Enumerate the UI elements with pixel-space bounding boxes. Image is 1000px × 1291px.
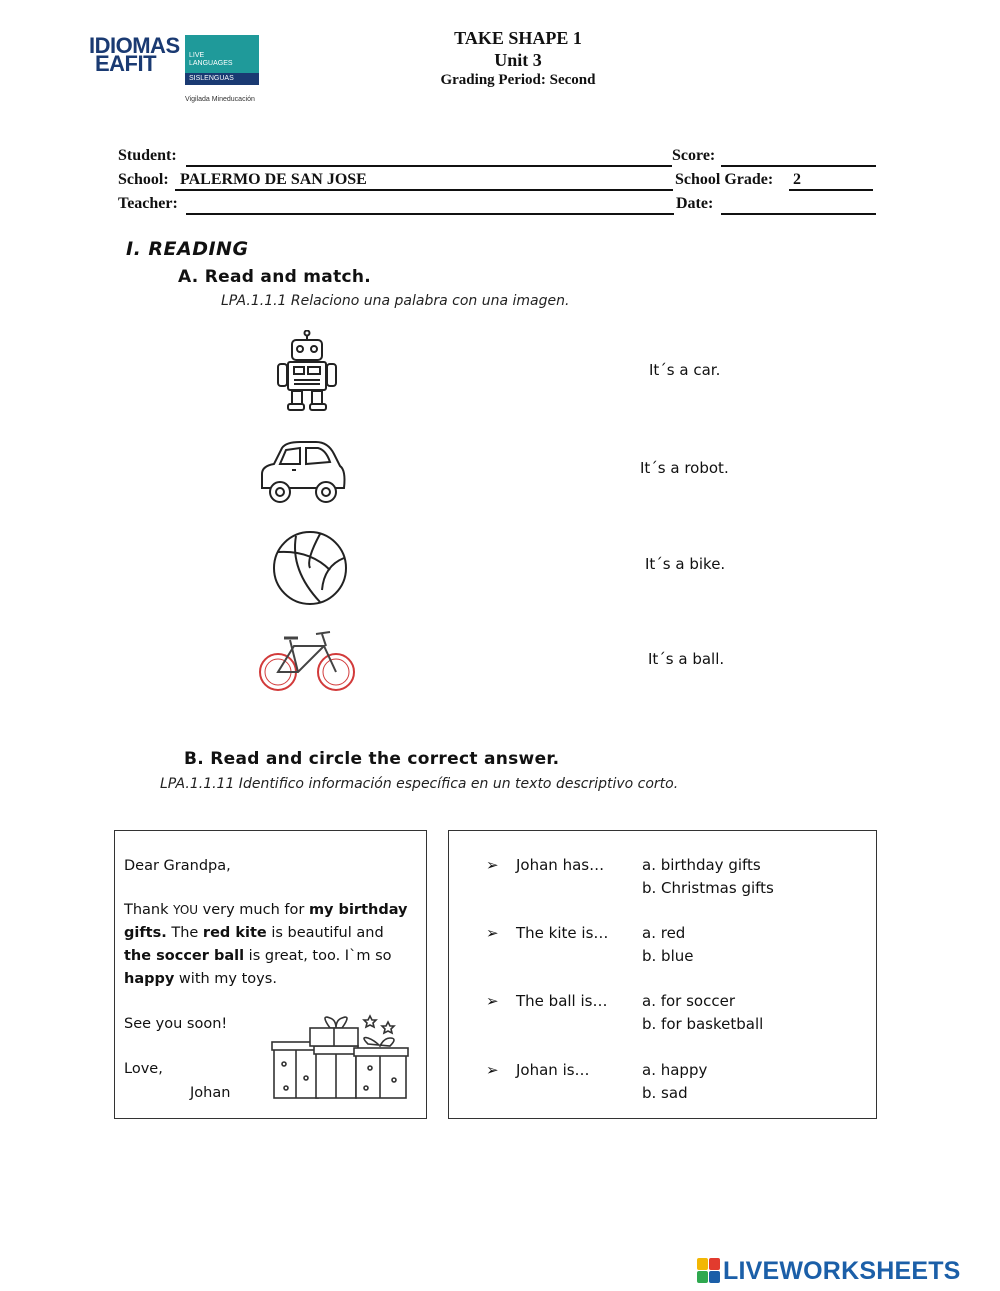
- teacher-label: Teacher:: [118, 195, 178, 212]
- logo-line1: IDIOMAS: [89, 33, 180, 58]
- match-sentence-1[interactable]: It´s a car.: [649, 361, 721, 379]
- unit-label: Unit 3: [494, 50, 542, 70]
- bike-image[interactable]: [258, 626, 358, 694]
- question-3-option-b[interactable]: b. for basketball: [642, 1015, 764, 1033]
- letter-line-1: Thank YOU very much for my birthday: [124, 902, 408, 918]
- reading-heading: I. READING: [126, 238, 249, 260]
- question-1: [486, 854, 499, 876]
- grade-label: School Grade:: [675, 171, 774, 188]
- teacher-field[interactable]: [186, 197, 674, 215]
- question-2-option-a[interactable]: a. red: [642, 924, 686, 942]
- letter-greeting: Dear Grandpa,: [124, 858, 231, 874]
- question-4-stem: Johan is…: [516, 1061, 590, 1079]
- question-3: [486, 990, 499, 1012]
- student-field[interactable]: [186, 149, 672, 167]
- car-image[interactable]: [256, 438, 348, 510]
- score-field[interactable]: [721, 149, 876, 167]
- question-3-stem: The ball is…: [516, 992, 608, 1010]
- match-sentence-3[interactable]: It´s a bike.: [645, 555, 726, 573]
- arrow-bullet-icon: ➢: [486, 992, 499, 1010]
- section-a-title: A. Read and match.: [178, 267, 372, 287]
- student-label: Student:: [118, 147, 177, 164]
- score-label: Score:: [672, 147, 716, 164]
- section-b-objective: LPA.1.1.11 Identifico información específica en un texto descriptivo corto.: [160, 776, 679, 792]
- date-label: Date:: [676, 195, 714, 212]
- question-2: [486, 922, 499, 944]
- match-sentence-4[interactable]: It´s a ball.: [648, 650, 725, 668]
- question-4-option-a[interactable]: a. happy: [642, 1061, 708, 1079]
- question-2-stem: The kite is…: [516, 924, 609, 942]
- section-a-objective: LPA.1.1.1 Relaciono una palabra con una imagen.: [221, 293, 570, 309]
- grade-value: 2: [793, 171, 801, 188]
- letter-love: Love,: [124, 1061, 163, 1077]
- question-3-option-a[interactable]: a. for soccer: [642, 992, 736, 1010]
- letter-line-2: gifts. The red kite is beautiful and: [124, 925, 384, 941]
- arrow-bullet-icon: ➢: [486, 924, 499, 942]
- letter-signature: Johan: [190, 1085, 231, 1101]
- gifts-image: [270, 1008, 410, 1102]
- question-1-stem: Johan has…: [516, 856, 605, 874]
- question-4: [486, 1059, 499, 1081]
- grading-period: Grading Period: Second: [440, 72, 596, 88]
- match-sentence-2[interactable]: It´s a robot.: [640, 459, 729, 477]
- logo-badge: LIVE LANGUAGES SISLENGUAS: [185, 35, 259, 85]
- question-1-option-b[interactable]: b. Christmas gifts: [642, 879, 774, 897]
- logo-line2: EAFIT: [95, 51, 157, 76]
- school-value: PALERMO DE SAN JOSE: [180, 171, 367, 188]
- letter-see-you: See you soon!: [124, 1016, 228, 1032]
- arrow-bullet-icon: ➢: [486, 1061, 499, 1079]
- arrow-bullet-icon: ➢: [486, 856, 499, 874]
- ball-image[interactable]: [270, 530, 350, 606]
- question-4-option-b[interactable]: b. sad: [642, 1084, 688, 1102]
- liveworksheets-icon: [697, 1258, 721, 1284]
- question-1-option-a[interactable]: a. birthday gifts: [642, 856, 761, 874]
- date-field[interactable]: [721, 197, 876, 215]
- question-2-option-b[interactable]: b. blue: [642, 947, 694, 965]
- section-b-title: B. Read and circle the correct answer.: [184, 749, 560, 769]
- grade-field[interactable]: [789, 173, 873, 191]
- school-label: School:: [118, 171, 169, 188]
- liveworksheets-wordmark: LIVEWORKSHEETS: [723, 1257, 961, 1285]
- letter-line-3: the soccer ball is great, too. I`m so: [124, 948, 392, 964]
- letter-line-4: happy with my toys.: [124, 971, 277, 987]
- robot-image[interactable]: [274, 330, 340, 412]
- liveworksheets-logo[interactable]: [697, 1256, 997, 1286]
- page-title: TAKE SHAPE 1: [454, 28, 582, 48]
- logo-subtitle: Vigilada Mineducación: [185, 96, 255, 103]
